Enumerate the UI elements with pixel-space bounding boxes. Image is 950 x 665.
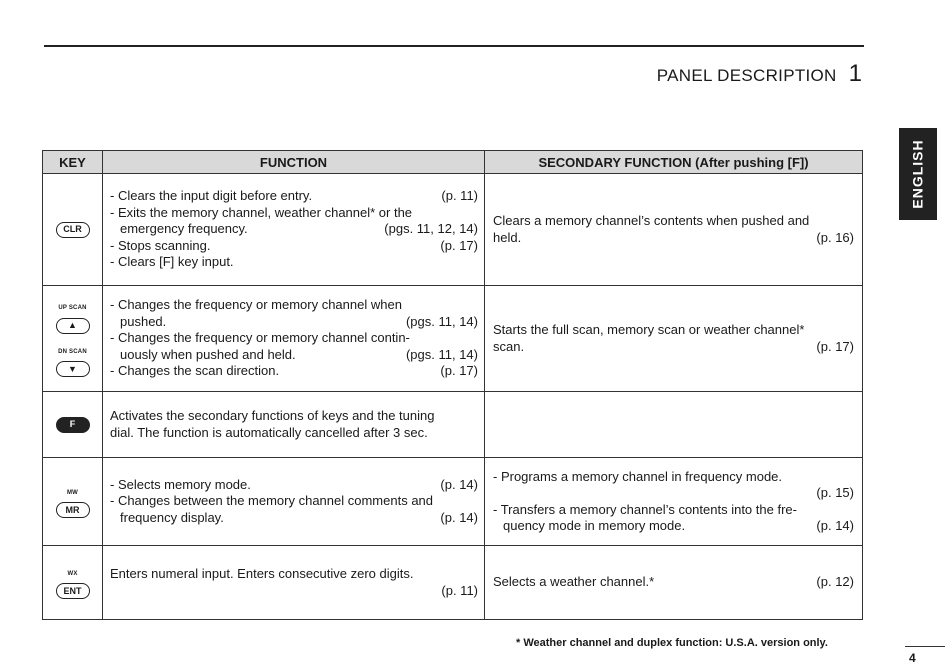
line-text: - Stops scanning. [110, 237, 211, 253]
secondary-function-cell [485, 286, 863, 392]
line-text: - Exits the memory channel, weather channel* or the [110, 204, 413, 220]
down-arrow-key-icon: ▼ [56, 361, 90, 377]
line-text: - Changes the frequency or memory channel when [110, 297, 402, 313]
line-text: - Programs a memory channel in frequency mode. [493, 468, 783, 484]
text-line [493, 213, 854, 230]
function-cell [103, 174, 485, 286]
line-text: uously when pushed and held. [120, 346, 296, 362]
text-line [110, 314, 478, 331]
f-key-icon: F [56, 417, 90, 433]
page-number-rule [905, 646, 945, 647]
line-text: - Selects memory mode. [110, 476, 251, 492]
text-line [110, 188, 478, 205]
text-line [493, 469, 854, 486]
text-line [110, 363, 478, 380]
text-line [110, 297, 478, 314]
line-text: Selects a weather channel.* [493, 574, 655, 590]
key-cell [43, 286, 103, 392]
line-text: frequency display. [120, 509, 224, 525]
table-header-row [43, 151, 863, 174]
key-secondary-label: MW [66, 489, 79, 496]
page-reference: (pgs. 11, 14) [405, 313, 478, 329]
table-row [43, 458, 863, 546]
text-line [110, 493, 478, 510]
table-row [43, 392, 863, 458]
key-group [44, 300, 101, 334]
table-row [43, 286, 863, 392]
line-text: held. [493, 229, 522, 245]
table-row [43, 546, 863, 620]
key-cell [43, 174, 103, 286]
key-cell [43, 392, 103, 458]
page-reference: (p. 11) [441, 582, 478, 598]
page-reference: (p. 14) [816, 518, 854, 533]
section-title: PANEL DESCRIPTION [656, 66, 837, 85]
mr-key-icon: MR [56, 502, 90, 518]
text-line [493, 339, 854, 356]
text-line [110, 330, 478, 347]
line-text: - Changes the scan direction. [110, 363, 280, 379]
text-line [110, 254, 478, 271]
language-tab-label: ENGLISH [910, 139, 927, 209]
page-reference: (p. 14) [440, 509, 478, 525]
page-reference: (p. 14) [440, 476, 478, 492]
top-rule [44, 45, 864, 47]
key-group [44, 222, 101, 238]
key-cell [43, 458, 103, 546]
key-secondary-label: UP SCAN [58, 305, 87, 311]
line-text: Activates the secondary functions of keys and the tuning [110, 408, 435, 423]
ent-key-icon: ENT [56, 583, 90, 599]
line-text: dial. The function is automatically cancelled after 3 sec. [110, 424, 428, 440]
page-reference: (p. 12) [816, 574, 854, 590]
key-group [44, 344, 101, 378]
language-tab [899, 128, 937, 220]
text-line [110, 221, 478, 238]
line-text: Enters numeral input. Enters consecutive zero digits. [110, 566, 414, 581]
secondary-function-cell [485, 174, 863, 286]
function-cell [103, 546, 485, 620]
section-number: 1 [848, 60, 862, 87]
line-text: - Changes between the memory channel comments and [110, 493, 434, 509]
line-text: quency mode in memory mode. [503, 518, 686, 533]
text-line [493, 322, 854, 339]
text-line [110, 238, 478, 255]
line-text: Starts the full scan, memory scan or weather channel* [493, 322, 805, 337]
key-group [44, 566, 101, 600]
page-reference: (p. 11) [441, 188, 478, 204]
page-header [657, 60, 862, 88]
text-line [110, 583, 478, 600]
text-line [110, 347, 478, 364]
secondary-function-cell [485, 392, 863, 458]
text-line [110, 566, 478, 583]
text-line [110, 477, 478, 494]
line-text: pushed. [120, 313, 167, 329]
header-key: KEY [43, 151, 103, 174]
text-line [110, 205, 478, 222]
line-text: - Clears the input digit before entry. [110, 188, 313, 204]
page-reference: (p. 17) [440, 363, 478, 379]
function-cell [103, 392, 485, 458]
line-text: - Clears [F] key input. [110, 254, 234, 270]
page-reference: (pgs. 11, 14) [405, 346, 478, 362]
header-secondary-function: SECONDARY FUNCTION (After pushing [F]) [485, 151, 863, 174]
panel-description-table [42, 150, 863, 620]
text-line [110, 425, 478, 442]
function-cell [103, 458, 485, 546]
page-reference: (p. 17) [816, 338, 854, 354]
line-text: - Changes the frequency or memory channel contin- [110, 330, 410, 346]
line-text: scan. [493, 338, 525, 354]
line-text: emergency frequency. [120, 221, 248, 237]
text-line [493, 502, 854, 519]
text-line [493, 485, 854, 502]
clr-key-icon: CLR [56, 222, 90, 238]
text-line [493, 518, 854, 535]
text-line [110, 510, 478, 527]
line-text: - Transfers a memory channel’s contents into the fre- [493, 501, 797, 517]
key-secondary-label: DN SCAN [58, 348, 87, 355]
function-cell [103, 286, 485, 392]
key-group [44, 485, 101, 519]
text-line [110, 408, 478, 425]
page-number: 4 [909, 651, 916, 665]
header-function: FUNCTION [103, 151, 485, 174]
up-arrow-key-icon: ▲ [56, 318, 90, 334]
secondary-function-cell [485, 546, 863, 620]
footnote: * Weather channel and duplex function: U.S.A. version only. [516, 637, 828, 649]
key-cell [43, 546, 103, 620]
page-reference: (p. 16) [816, 229, 854, 245]
secondary-function-cell [485, 458, 863, 546]
page-reference: (pgs. 11, 12, 14) [384, 221, 478, 237]
table-row [43, 174, 863, 286]
text-line [493, 574, 854, 591]
page-reference: (p. 17) [440, 237, 478, 253]
key-group [44, 417, 101, 433]
page-reference: (p. 15) [816, 485, 854, 500]
line-text: Clears a memory channel’s contents when pushed and [493, 213, 810, 228]
key-secondary-label: WX [67, 570, 78, 577]
text-line [493, 230, 854, 247]
